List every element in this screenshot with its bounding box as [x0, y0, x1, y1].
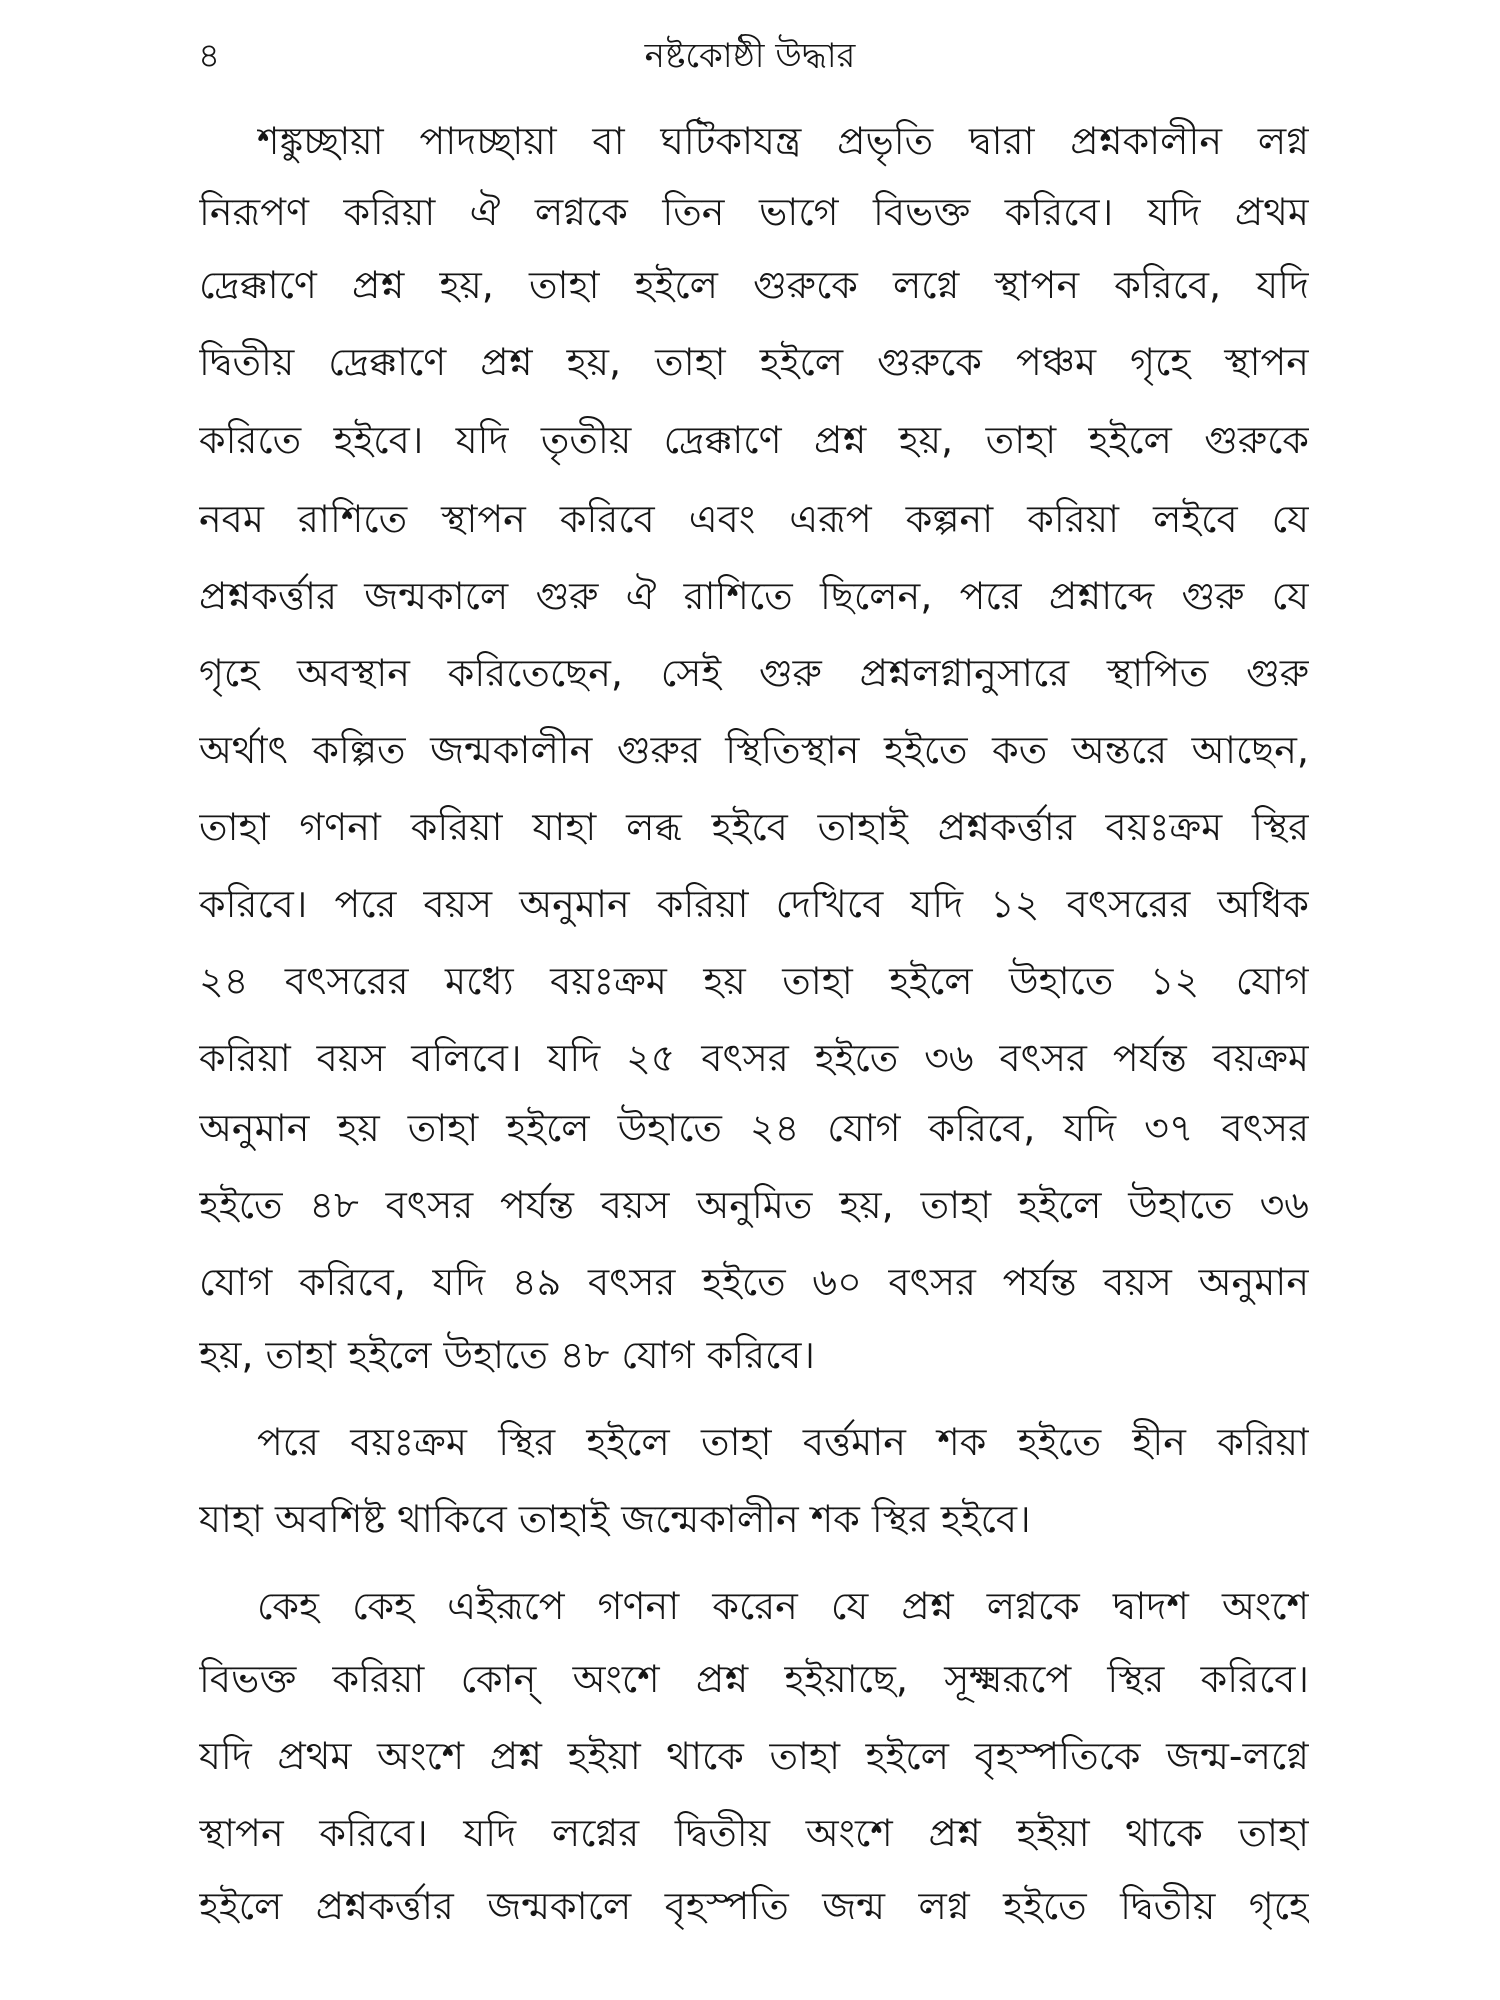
text-line: হইলে প্রশ্নকর্ত্তার জন্মকালে বৃহস্পতি জন্ম লগ্ন হইতে দ্বিতীয় গৃহে: [199, 1884, 1309, 1928]
running-title: নষ্টকোষ্ঠী উদ্ধার: [644, 36, 856, 76]
text-line: পরে বয়ঃক্রম স্থির হইলে তাহা বর্ত্তমান শক হইতে হীন করিয়া: [257, 1420, 1309, 1464]
text-line: গৃহে অবস্থান করিতেছেন, সেই গুরু প্রশ্নলগ্নানুসারে স্থাপিত গুরু: [199, 651, 1309, 695]
text-line: দ্বিতীয় দ্রেক্কাণে প্রশ্ন হয়, তাহা হইলে গুরুকে পঞ্চম গৃহে স্থাপন: [199, 340, 1309, 384]
text-line: অর্থাৎ কল্পিত জন্মকালীন গুরুর স্থিতিস্থান হইতে কত অন্তরে আছেন,: [199, 728, 1309, 772]
text-line: অনুমান হয় তাহা হইলে উহাতে ২৪ যোগ করিবে, যদি ৩৭ বৎসর: [199, 1106, 1309, 1150]
text-line: দ্রেক্কাণে প্রশ্ন হয়, তাহা হইলে গুরুকে লগ্নে স্থাপন করিবে, যদি: [199, 263, 1309, 307]
text-line: যদি প্রথম অংশে প্রশ্ন হইয়া থাকে তাহা হইলে বৃহস্পতিকে জন্ম-লগ্নে: [199, 1734, 1309, 1778]
page-number: ৪: [198, 36, 221, 76]
text-line: বিভক্ত করিয়া কোন্ অংশে প্রশ্ন হইয়াছে, সূক্ষ্মরূপে স্থির করিবে।: [199, 1657, 1309, 1701]
text-line: ২৪ বৎসরের মধ্যে বয়ঃক্রম হয় তাহা হইলে উহাতে ১২ যোগ: [199, 959, 1309, 1003]
text-line: করিবে। পরে বয়স অনুমান করিয়া দেখিবে যদি ১২ বৎসরের অধিক: [199, 882, 1309, 926]
text-line: নবম রাশিতে স্থাপন করিবে এবং এরূপ কল্পনা করিয়া লইবে যে: [199, 497, 1309, 541]
text-line: স্থাপন করিবে। যদি লগ্নের দ্বিতীয় অংশে প্রশ্ন হইয়া থাকে তাহা: [199, 1811, 1309, 1855]
text-line: শঙ্কুচ্ছায়া পাদচ্ছায়া বা ঘটিকাযন্ত্র প্রভৃতি দ্বারা প্রশ্নকালীন লগ্ন: [257, 119, 1309, 163]
text-line: হয়, তাহা হইলে উহাতে ৪৮ যোগ করিবে।: [199, 1333, 816, 1377]
text-line: করিয়া বয়স বলিবে। যদি ২৫ বৎসর হইতে ৩৬ বৎসর পর্যন্ত বয়ক্রম: [199, 1036, 1309, 1080]
text-line: হইতে ৪৮ বৎসর পর্যন্ত বয়স অনুমিত হয়, তাহা হইলে উহাতে ৩৬: [199, 1183, 1309, 1227]
text-line: তাহা গণনা করিয়া যাহা লব্ধ হইবে তাহাই প্রশ্নকর্ত্তার বয়ঃক্রম স্থির: [199, 805, 1309, 849]
text-line: প্রশ্নকর্ত্তার জন্মকালে গুরু ঐ রাশিতে ছিলেন, পরে প্রশ্নাব্দে গুরু যে: [199, 574, 1309, 618]
text-line: করিতে হইবে। যদি তৃতীয় দ্রেক্কাণে প্রশ্ন হয়, তাহা হইলে গুরুকে: [199, 418, 1309, 462]
text-line: কেহ কেহ এইরূপে গণনা করেন যে প্রশ্ন লগ্নকে দ্বাদশ অংশে: [257, 1584, 1309, 1628]
text-line: যোগ করিবে, যদি ৪৯ বৎসর হইতে ৬০ বৎসর পর্যন্ত বয়স অনুমান: [199, 1260, 1309, 1304]
text-line: নিরূপণ করিয়া ঐ লগ্নকে তিন ভাগে বিভক্ত করিবে। যদি প্রথম: [199, 190, 1309, 234]
text-line: যাহা অবশিষ্ট থাকিবে তাহাই জন্মেকালীন শক স্থির হইবে।: [199, 1497, 1031, 1541]
